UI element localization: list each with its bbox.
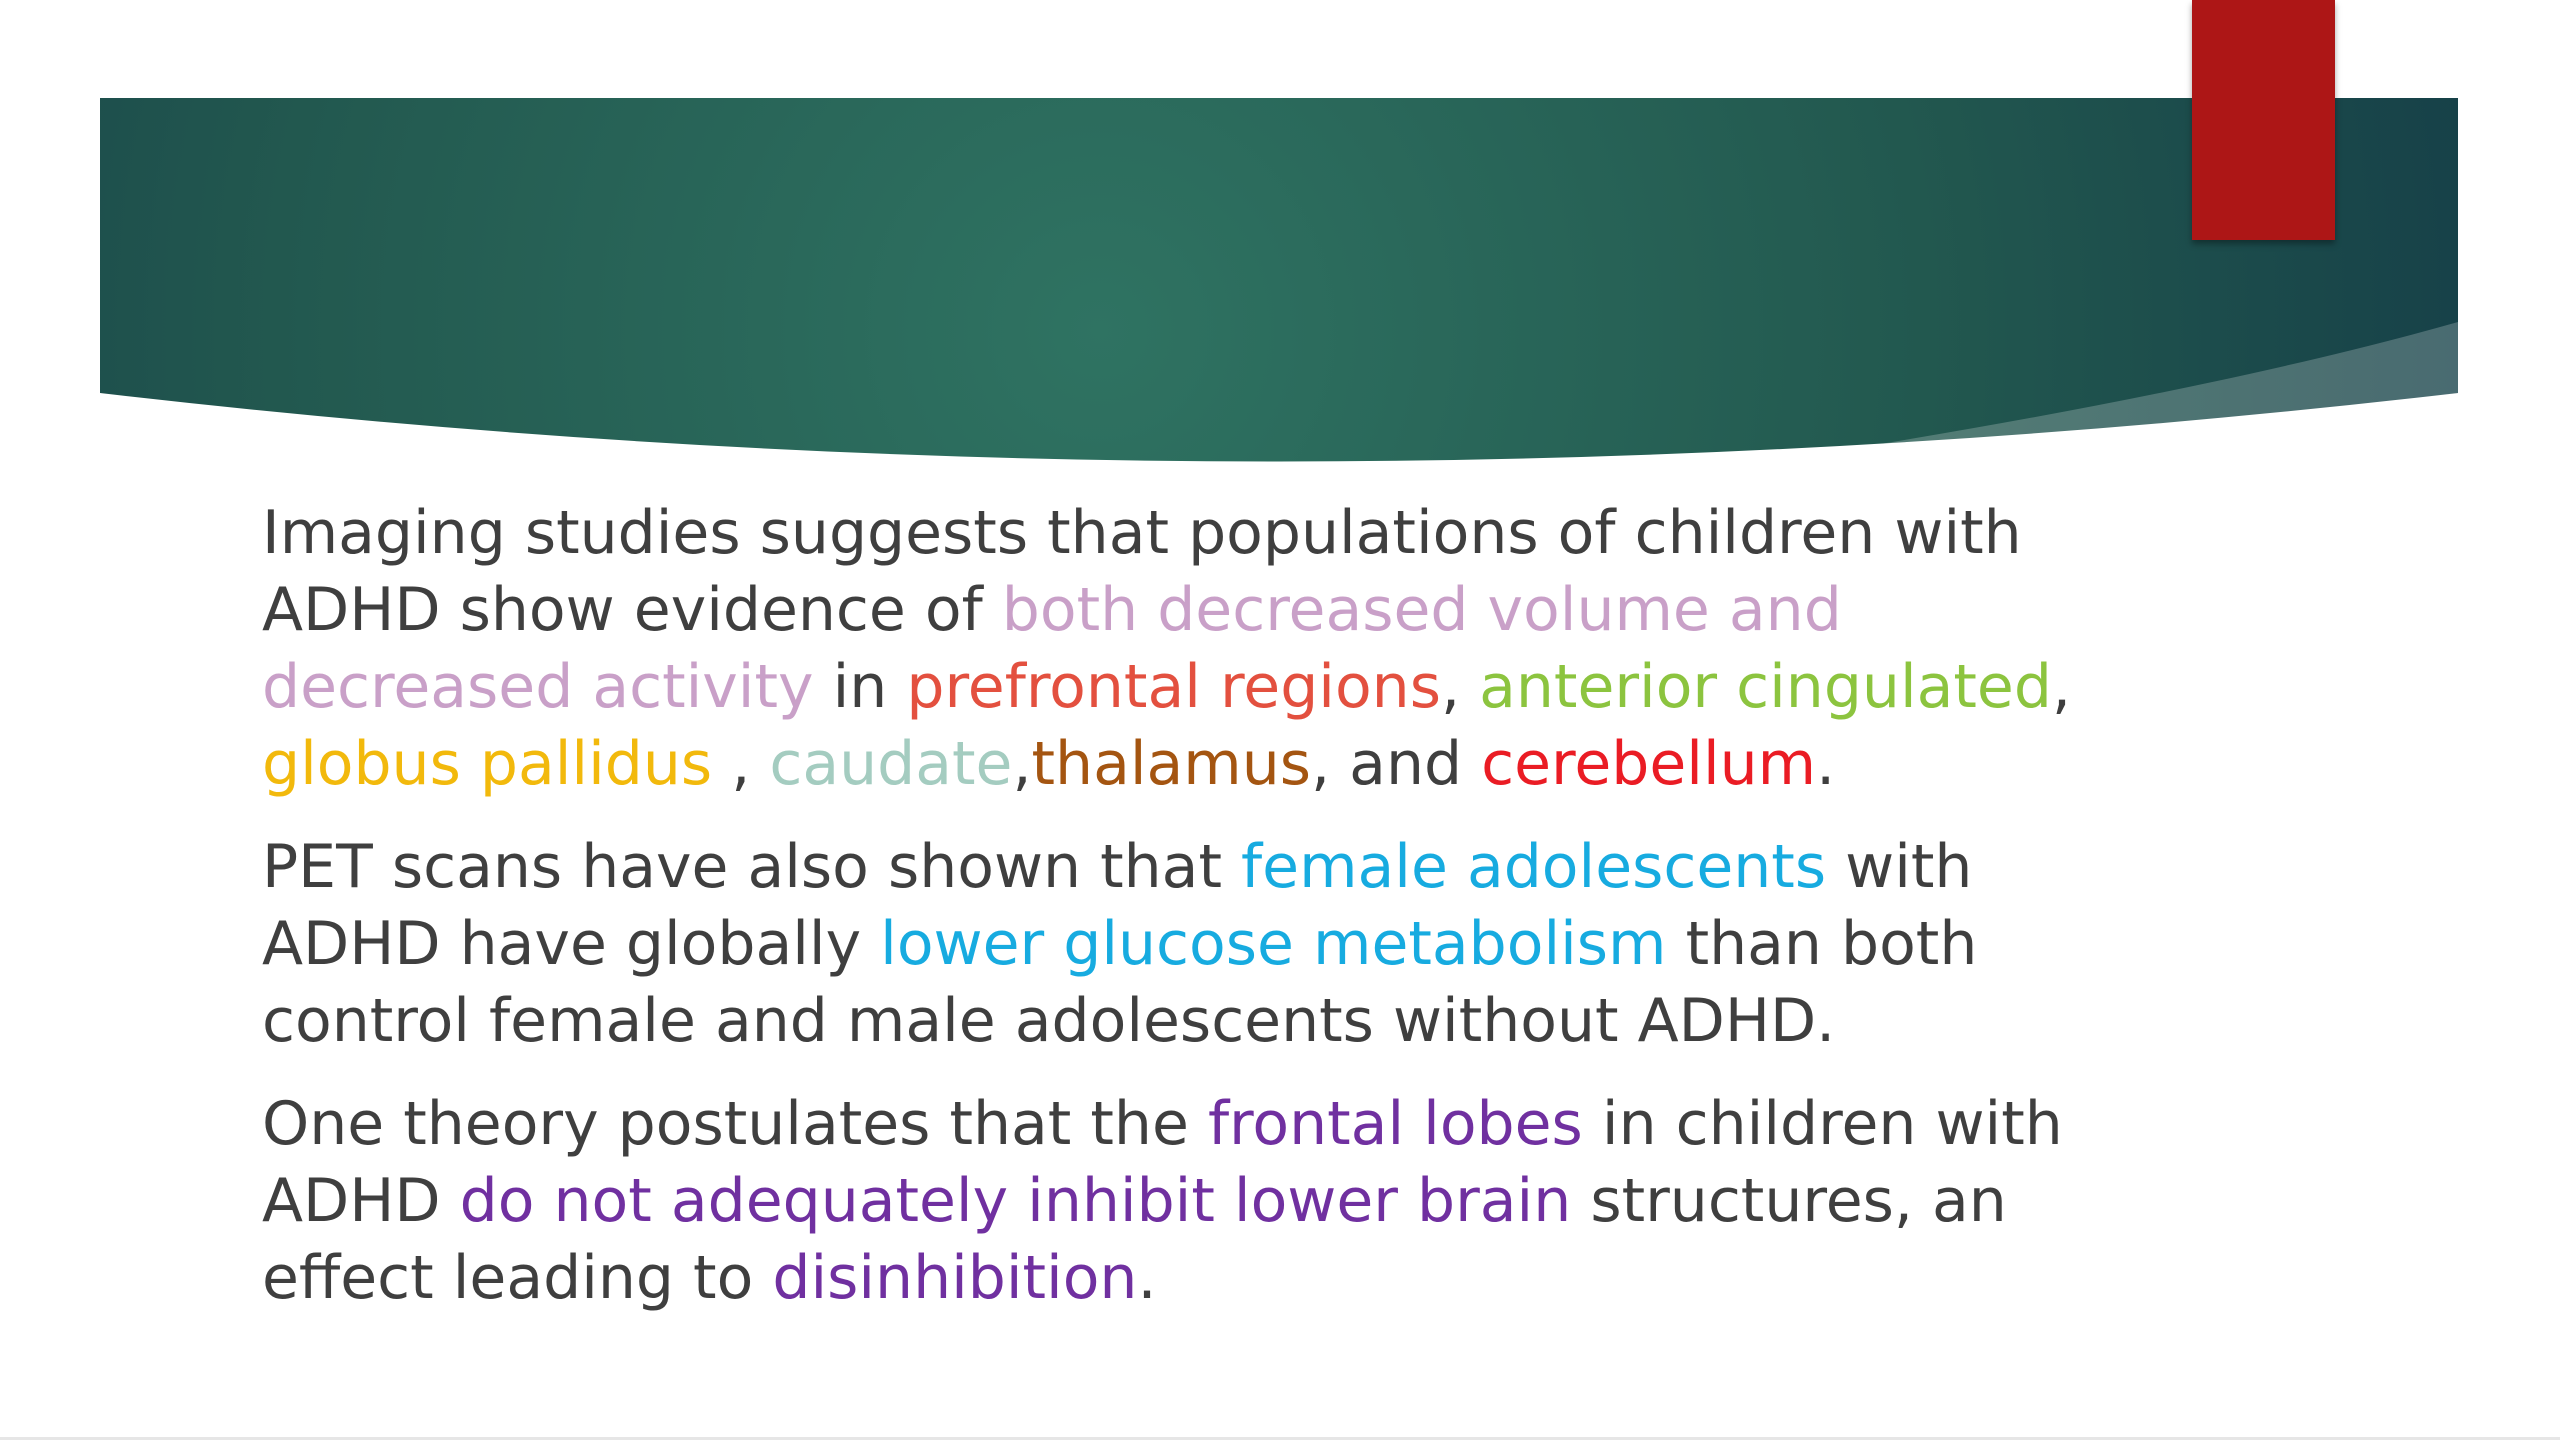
text-segment: in children with ADHD [262,1089,2082,1236]
text-segment: frontal lobes [1207,1089,1583,1159]
paragraph-theory [262,1086,2082,1317]
text-segment: . [1816,729,1836,799]
paragraph-pet-scans [262,829,2082,1060]
text-segment: One theory postulates that the [262,1089,1208,1159]
text-segment: with ADHD have globally [262,832,1992,979]
text-segment: PET scans have also shown that [262,832,1242,902]
text-segment: do not adequately inhibit lower brain [459,1166,1572,1236]
slide-body [262,495,2091,1343]
text-segment: caudate [769,729,1013,799]
text-segment: , [2051,652,2091,722]
paragraph-imaging-studies [262,495,2091,803]
text-segment: Imaging studies suggests that populations of children with ADHD show evidence of [262,498,2041,645]
text-segment: both decreased volume and decreased activity [262,575,1861,722]
text-segment: , [712,729,770,799]
text-segment: than both control female and male adolescents without ADHD. [262,909,1997,1056]
red-accent-tab [2192,0,2335,240]
header-band [0,0,2560,480]
text-segment: thalamus [1031,729,1312,799]
text-segment: prefrontal regions [906,652,1441,722]
text-segment: , [1012,729,1032,799]
text-segment: , and [1311,729,1482,799]
text-segment: in [813,652,907,722]
text-segment: disinhibition [772,1243,1138,1313]
text-segment: . [1137,1243,1157,1313]
text-segment: globus pallidus [262,729,713,799]
text-segment: anterior cingulated [1479,652,2052,722]
text-segment: female adolescents [1241,832,1827,902]
text-segment: structures, an effect leading to [262,1166,2026,1313]
text-segment: , [1440,652,1480,722]
text-segment: lower glucose metabolism [880,909,1667,979]
text-segment: cerebellum [1481,729,1817,799]
